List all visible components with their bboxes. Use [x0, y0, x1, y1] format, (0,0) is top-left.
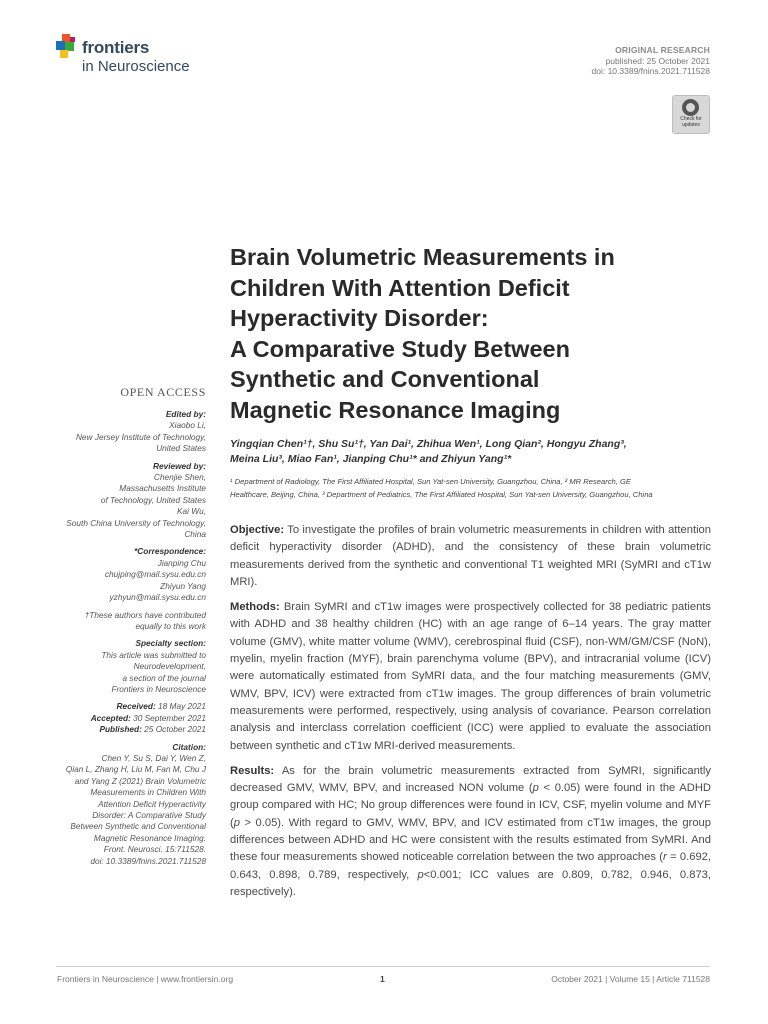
results-text: As for the brain volumetric measurements extracted from SyMRI, significantly decreased GMV, WMV, BPV, and increased NON volume ( — [230, 764, 711, 795]
sidebar-line: Chen Y, Su S, Dai Y, Wen Z, — [101, 752, 206, 763]
sidebar-line: and Yang Z (2021) Brain Volumetric — [74, 775, 206, 786]
accepted-value: 30 September 2021 — [130, 712, 206, 723]
title-line: A Comparative Study Between — [230, 335, 570, 362]
edited-by-label: Edited by: — [165, 409, 206, 419]
objective-label: Objective: — [230, 524, 285, 536]
results-text: <0.001; ICC values are 0.809, 0.782, 0.946, 0.873, respectively). — [230, 868, 711, 898]
received-label: Received: — [116, 701, 156, 712]
correspondence-email[interactable]: chujping@mail.sysu.edu.cn — [104, 569, 206, 580]
specialty-label: Specialty section: — [135, 638, 206, 649]
sidebar-line: Magnetic Resonance Imaging. — [93, 832, 206, 843]
sidebar-line: Zhiyun Yang — [160, 580, 206, 591]
edited-by-section — [50, 409, 206, 455]
abstract — [230, 522, 711, 909]
frontiers-logo-icon — [56, 34, 80, 60]
abstract-results — [230, 763, 711, 901]
page-number: 1 — [380, 974, 385, 984]
sidebar-line: Massachusetts Institute — [119, 483, 206, 494]
citation-section — [50, 742, 206, 867]
title-line: Hyperactivity Disorder: — [230, 305, 489, 331]
sidebar-line: Neurodevelopment, — [133, 661, 206, 672]
sidebar-line: †These authors have contributed — [84, 609, 206, 620]
sidebar-line: a section of the journal — [122, 672, 206, 683]
dates-section — [50, 701, 206, 735]
accepted-date — [50, 713, 206, 724]
reviewed-by-section — [50, 461, 206, 541]
sidebar-line: South China University of Technology, — [66, 517, 206, 528]
stat-symbol: p — [233, 816, 240, 829]
authors-line: Meina Liu³, Miao Fan¹, Jianping Chu¹* and Zhiyun Yang¹* — [230, 453, 512, 465]
check-for-updates-badge[interactable] — [672, 95, 710, 134]
logo-brand: frontiers — [82, 38, 150, 57]
open-access-label: OPEN ACCESS — [120, 385, 206, 399]
title-line: Synthetic and Conventional — [230, 366, 540, 392]
sidebar-line: Frontiers in Neuroscience — [111, 683, 206, 694]
methods-label: Methods: — [230, 601, 280, 614]
stat-symbol: p — [532, 782, 539, 795]
published-value: 25 October 2021 — [141, 724, 206, 735]
title-line: Brain Volumetric Measurements in — [230, 244, 615, 270]
title-line: Children With Attention Deficit — [230, 274, 570, 301]
author-list — [230, 437, 710, 467]
sidebar-line: Front. Neurosci. 15:711528. — [103, 844, 206, 855]
results-text: < 0.05) were found in the ADHD group compared with HC; No group differences were found in ICV, CSF, myelin volume and MYF ( — [230, 782, 711, 829]
sidebar-line: New Jersey Institute of Technology, — [75, 431, 206, 442]
citation-doi[interactable]: doi: 10.3389/fnins.2021.711528 — [90, 855, 206, 866]
badge-line-1: Check for — [680, 116, 702, 122]
article-header-meta — [592, 45, 710, 77]
published-date: published: 25 October 2021 — [605, 55, 710, 66]
footer-divider — [56, 966, 710, 967]
sidebar-line: China — [184, 529, 206, 540]
stat-symbol: p — [417, 868, 424, 881]
check-updates-icon — [682, 99, 699, 116]
footer-journal-link[interactable]: Frontiers in Neuroscience | www.frontiersin.org — [57, 974, 234, 984]
authors-line: Yingqian Chen¹†, Shu Su¹†, Yan Dai¹, Zhihua Wen¹, Long Qian², Hongyu Zhang³, — [230, 438, 627, 450]
sidebar-line: Measurements in Children With — [90, 787, 206, 798]
received-date — [50, 701, 206, 712]
reviewed-by-label: Reviewed by: — [152, 460, 206, 471]
specialty-section — [50, 638, 206, 695]
received-value: 18 May 2021 — [155, 701, 206, 712]
methods-text: Brain SyMRI and cT1w images were prospectively collected for 38 pediatric patients with ADHD and 38 healthy children (HC) with an age range of 6–14 years. The gray matter volume (GMV), white matter volume (WMV), cerebrospinal fluid (CSF), non-WM/GM/CSF (NoN), myelin, myelin fraction (MYF), brain parenchyma volume (BPV), and intracranial volume (ICV) were automatically estimated from SyMRI data, and the four matching measurements (GMV, WMV, BPV, ICV) were extracted from cT1w images. The group differences of brain volumetric measurements were performed, respectively, using analysis of covariance. Pearson correlation analysis and interclass correlation coefficient (ICC) were applied to evaluate the association between synthetic and cT1w MRI-derived measurements. — [230, 601, 711, 752]
equal-contribution-note — [50, 610, 206, 633]
journal-logo — [56, 34, 226, 82]
correspondence-label: *Correspondence: — [134, 546, 206, 557]
published-label: Published: — [99, 724, 142, 735]
results-text: = 0.692, 0.643, 0.898, 0.789, respectively, — [230, 851, 711, 881]
sidebar-line: Kai Wu, — [176, 506, 206, 517]
sidebar-line: Qian L, Zhang H, Liu M, Fan M, Chu J — [65, 764, 206, 775]
affiliation-line: ¹ Department of Radiology, The First Affiliated Hospital, Sun Yat-sen University, Guangzhou, China, ² MR Research, GE — [230, 477, 631, 486]
sidebar-line: equally to this work — [135, 620, 206, 631]
published-date-sidebar — [50, 724, 206, 735]
sidebar-line: Jianping Chu — [157, 557, 206, 568]
sidebar-line: United States — [156, 443, 206, 454]
sidebar-line: of Technology, United States — [100, 494, 206, 505]
sidebar-line: Between Synthetic and Conventional — [70, 821, 206, 832]
correspondence-section — [50, 546, 206, 603]
article-info-sidebar — [50, 385, 206, 873]
abstract-methods — [230, 599, 711, 755]
article-title — [230, 242, 720, 425]
correspondence-email[interactable]: yzhyun@mail.sysu.edu.cn — [109, 592, 206, 603]
results-label: Results: — [230, 764, 275, 777]
abstract-objective — [230, 522, 711, 591]
affiliations — [230, 476, 716, 501]
article-type: ORIGINAL RESEARCH — [615, 45, 710, 55]
affiliation-line: Healthcare, Beijing, China, ³ Department of Pediatrics, The First Affiliated Hospital, Sun Yat-sen University, Guangzhou, China — [230, 489, 653, 499]
logo-journal: in Neuroscience — [82, 58, 190, 75]
badge-line-2: updates — [682, 121, 700, 128]
sidebar-line: Chenjie Shen, — [153, 472, 206, 483]
footer-issue-info: October 2021 | Volume 15 | Article 711528 — [551, 974, 710, 984]
stat-symbol: r — [663, 851, 667, 864]
results-text: > 0.05). With regard to GMV, WMV, BPV, and ICV estimated from cT1w images, the group differences between ADHD and HC were consistent with the results estimated from SyMRI. And these four measurements showed noticeable correlation between the two approaches ( — [230, 816, 711, 864]
sidebar-line: Xiaobo Li, — [169, 420, 206, 431]
sidebar-line: Disorder: A Comparative Study — [92, 810, 206, 820]
title-line: Magnetic Resonance Imaging — [230, 396, 561, 423]
objective-text: To investigate the profiles of brain volumetric measurements in children with attention deficit hyperactivity disorder (ADHD), and the consistency of these brain volumetric measurements derived from the synthetic and conventional T1 weighted MRI (SyMRI and cT1w MRI). — [230, 524, 711, 588]
accepted-label: Accepted: — [90, 712, 131, 723]
sidebar-line: This article was submitted to — [101, 649, 206, 660]
article-doi[interactable]: doi: 10.3389/fnins.2021.711528 — [591, 66, 710, 76]
sidebar-line: Attention Deficit Hyperactivity — [98, 798, 206, 809]
citation-label: Citation: — [172, 741, 206, 752]
